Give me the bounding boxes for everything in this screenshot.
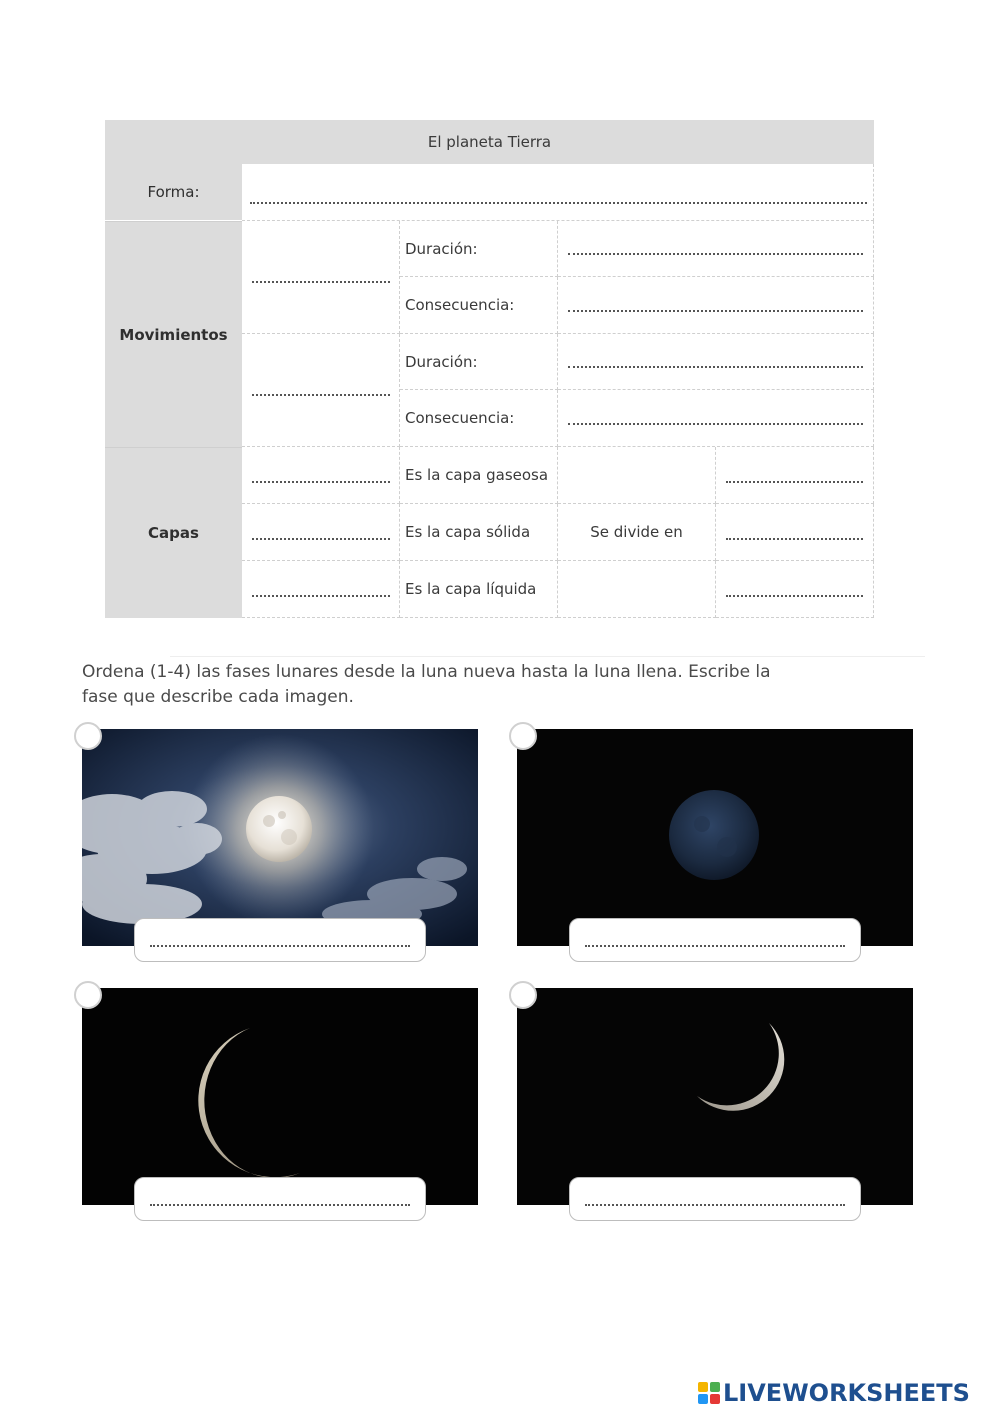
order-number-circle-2[interactable] xyxy=(509,722,537,750)
table-title: El planeta Tierra xyxy=(105,120,874,164)
capa-3-name-blank[interactable] xyxy=(252,595,390,597)
moon-card-1 xyxy=(82,729,478,946)
forma-answer-cell[interactable] xyxy=(242,164,874,221)
capa-1-division-cell[interactable] xyxy=(716,447,874,504)
instruction-line-2: fase que describe cada imagen. xyxy=(82,687,354,707)
capa-2-description: Es la capa sólida xyxy=(400,504,558,561)
capa-3-division-cell[interactable] xyxy=(716,561,874,618)
capa-3-empty-cell xyxy=(558,561,716,618)
movimiento-1-consecuencia-blank[interactable] xyxy=(568,310,863,312)
movimiento-1-consecuencia-cell[interactable] xyxy=(558,277,874,334)
capa-2-division-blank[interactable] xyxy=(726,538,863,540)
phase-answer-box-3[interactable] xyxy=(134,1177,426,1221)
order-number-circle-4[interactable] xyxy=(509,981,537,1009)
movimiento-2-duracion-cell[interactable] xyxy=(558,334,874,390)
forma-answer-blank[interactable] xyxy=(250,202,867,204)
capa-2-name-blank[interactable] xyxy=(252,538,390,540)
liveworksheets-logo xyxy=(698,1378,970,1408)
phase-answer-blank-3[interactable] xyxy=(150,1204,410,1206)
earth-table xyxy=(105,120,874,618)
movimiento-2-consecuencia-label: Consecuencia: xyxy=(400,390,558,447)
movimiento-1-duracion-label: Duración: xyxy=(400,221,558,277)
full-moon-clouds-photo xyxy=(82,729,478,946)
waning-crescent-photo xyxy=(82,988,478,1205)
new-moon-photo xyxy=(517,729,913,946)
movimiento-2-consecuencia-blank[interactable] xyxy=(568,423,863,425)
movimiento-2-duracion-label: Duración: xyxy=(400,334,558,390)
movimiento-1-name-cell[interactable] xyxy=(242,221,400,334)
capa-2-division-cell[interactable] xyxy=(716,504,874,561)
order-number-circle-3[interactable] xyxy=(74,981,102,1009)
capa-2-name-cell[interactable] xyxy=(242,504,400,561)
capa-2-divide-label: Se divide en xyxy=(558,504,716,561)
instruction-divider xyxy=(170,656,925,657)
movimientos-label: Movimientos xyxy=(105,221,242,447)
waxing-crescent-photo xyxy=(517,988,913,1205)
movimiento-1-duracion-cell[interactable] xyxy=(558,221,874,277)
order-number-circle-1[interactable] xyxy=(74,722,102,750)
movimiento-1-name-blank[interactable] xyxy=(252,281,390,283)
instruction-line-1: Ordena (1-4) las fases lunares desde la luna nueva hasta la luna llena. Escribe la xyxy=(82,662,771,682)
movimiento-2-consecuencia-cell[interactable] xyxy=(558,390,874,447)
phase-answer-blank-4[interactable] xyxy=(585,1204,845,1206)
capa-1-empty-cell xyxy=(558,447,716,504)
phase-answer-blank-2[interactable] xyxy=(585,945,845,947)
moon-card-3 xyxy=(82,988,478,1205)
movimiento-2-duracion-blank[interactable] xyxy=(568,366,863,368)
phase-answer-box-2[interactable] xyxy=(569,918,861,962)
phase-answer-blank-1[interactable] xyxy=(150,945,410,947)
capa-3-division-blank[interactable] xyxy=(726,595,863,597)
movimiento-1-consecuencia-label: Consecuencia: xyxy=(400,277,558,334)
movimiento-2-name-blank[interactable] xyxy=(252,394,390,396)
movimiento-1-duracion-blank[interactable] xyxy=(568,253,863,255)
capa-1-division-blank[interactable] xyxy=(726,481,863,483)
capa-1-name-cell[interactable] xyxy=(242,447,400,504)
liveworksheets-logo-text: LIVEWORKSHEETS xyxy=(723,1379,970,1407)
instruction-text xyxy=(82,660,802,710)
movimiento-2-name-cell[interactable] xyxy=(242,334,400,447)
phase-answer-box-1[interactable] xyxy=(134,918,426,962)
capa-1-description: Es la capa gaseosa xyxy=(400,447,558,504)
phase-answer-box-4[interactable] xyxy=(569,1177,861,1221)
moon-card-2 xyxy=(517,729,913,946)
capa-3-description: Es la capa líquida xyxy=(400,561,558,618)
liveworksheets-mark-icon xyxy=(698,1382,720,1404)
capa-1-name-blank[interactable] xyxy=(252,481,390,483)
capas-label: Capas xyxy=(105,447,242,618)
capa-3-name-cell[interactable] xyxy=(242,561,400,618)
moon-card-4 xyxy=(517,988,913,1205)
forma-label: Forma: xyxy=(105,164,242,220)
